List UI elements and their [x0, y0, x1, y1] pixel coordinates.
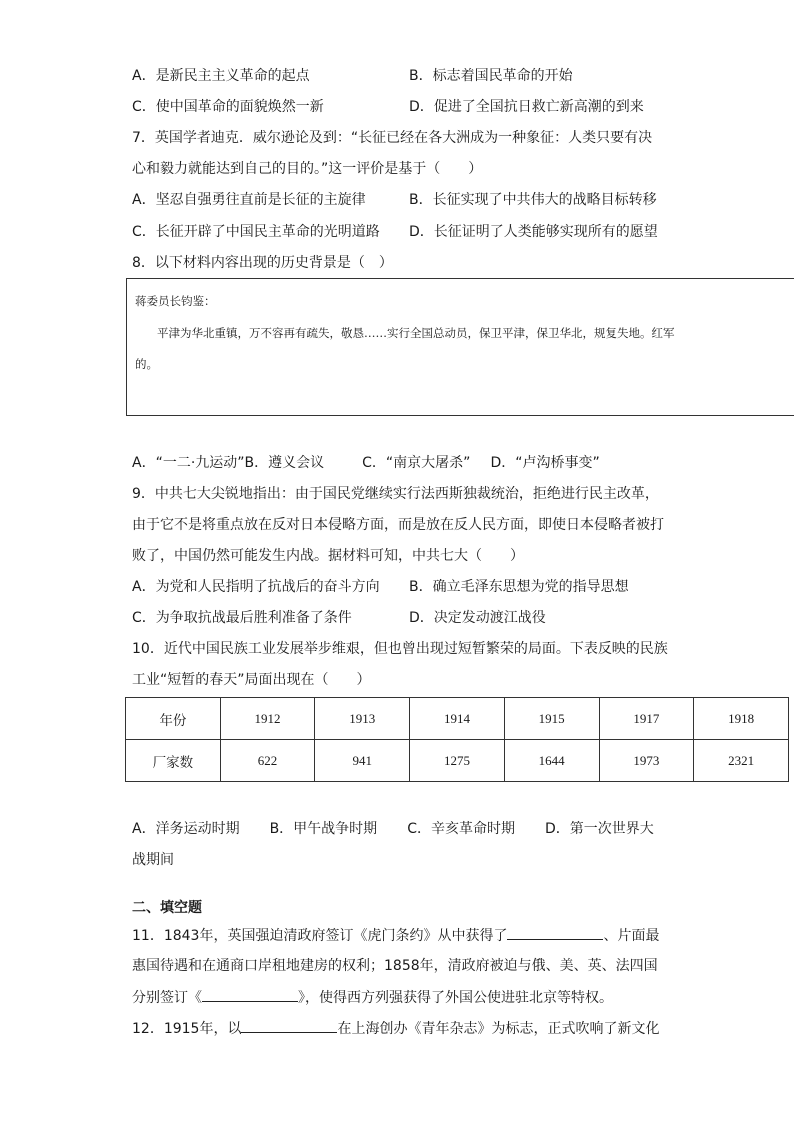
q7-stem-line1: 7．英国学者迪克．威尔逊论及到：“长征已经在各大洲成为一种象征：人类只要有决: [132, 130, 653, 146]
table-cell: 1913: [315, 698, 410, 740]
q11-text: 11．1843年，英国强迫清政府签订《虎门条约》从中获得了: [132, 928, 508, 944]
table-cell: 2321: [694, 740, 789, 782]
q12-text: 在上海创办《青年杂志》为标志，正式吹响了新文化: [337, 1021, 660, 1037]
table-row: [126, 740, 789, 782]
q6-option-d: D．促进了全国抗日救亡新高潮的到来: [409, 99, 644, 115]
q10-option-a: A．洋务运动时期: [132, 821, 240, 837]
q8-stem: 8．以下材料内容出现的历史背景是（ ）: [132, 255, 393, 271]
q10-option-d-continued: 战期间: [132, 852, 174, 868]
q8-option-b: B．遵义会议: [244, 455, 325, 471]
answer-blank[interactable]: [202, 987, 298, 1002]
q6-option-b: B．标志着国民革命的开始: [409, 68, 573, 84]
q10-options: [132, 819, 654, 839]
q7-option-c: C．长征开辟了中国民主革命的光明道路: [132, 224, 380, 240]
q9-stem-line2: 由于它不是将重点放在反对日本侵略方面，而是放在反人民方面，即使日本侵略者被打: [132, 517, 664, 533]
table-cell: 941: [315, 740, 410, 782]
q9-option-b: B．确立毛泽东思想为党的指导思想: [409, 579, 629, 595]
table-cell: 1973: [599, 740, 694, 782]
q9-option-a: A．为党和人民指明了抗战后的奋斗方向: [132, 579, 380, 595]
table-cell: 1275: [410, 740, 505, 782]
q8-option-d: D．“卢沟桥事变”: [490, 455, 600, 471]
q8-option-a: A．“一二·九运动”: [132, 455, 245, 471]
q10-option-d: D．第一次世界大: [544, 821, 654, 837]
q7-option-a: A．坚忍自强勇往直前是长征的主旋律: [132, 192, 366, 208]
q8-options: [132, 453, 600, 473]
answer-blank[interactable]: [241, 1018, 337, 1033]
q11-line2: 惠国待遇和在通商口岸租地建房的权利；1858年，清政府被迫与俄、美、英、法四国: [132, 958, 658, 974]
q9-option-c: C．为争取抗战最后胜利准备了条件: [132, 610, 352, 626]
q10-stem-line1: 10．近代中国民族工业发展举步维艰，但也曾出现过短暂繁荣的局面。下表反映的民族: [132, 641, 668, 657]
material-body: 平津为华北重镇，万不容再有疏失，敬恳……实行全国总动员，保卫平津，保卫华北，规复失地。红军: [157, 326, 675, 340]
table-cell: 1917: [599, 698, 694, 740]
q9-stem-line3: 败了，中国仍然可能发生内战。据材料可知，中共七大（ ）: [132, 548, 524, 564]
q9-option-d: D．决定发动渡江战役: [409, 610, 546, 626]
q12-text: 12．1915年，以: [132, 1021, 242, 1037]
q7-option-d: D．长征证明了人类能够实现所有的愿望: [409, 224, 658, 240]
q11-text: 、片面最: [603, 928, 660, 944]
q7-option-b: B．长征实现了中共伟大的战略目标转移: [409, 192, 657, 208]
q11-text: 》，使得西方列强获得了外国公使进驻北京等特权。: [298, 990, 613, 1006]
material-body-end: 的。: [135, 357, 158, 371]
q10-stem-line2: 工业“短暂的春天”局面出现在（ ）: [132, 672, 371, 688]
section-title: 二、填空题: [132, 900, 202, 916]
table-row: [126, 698, 789, 740]
table-cell: 1914: [410, 698, 505, 740]
table-cell: 1912: [220, 698, 315, 740]
q6-option-c: C．使中国革命的面貌焕然一新: [132, 99, 324, 115]
q11-line1: [132, 925, 659, 946]
q10-option-b: B．甲午战争时期: [269, 821, 378, 837]
q6-option-a: A．是新民主主义革命的起点: [132, 68, 310, 84]
q8-material-box: [126, 278, 794, 416]
answer-blank[interactable]: [507, 925, 603, 940]
factory-count-table: [125, 697, 789, 782]
q9-stem-line1: 9．中共七大尖锐地指出：由于国民党继续实行法西斯独裁统治，拒绝进行民主改革，: [132, 486, 659, 502]
q11-line3: [132, 987, 613, 1008]
table-cell: 1644: [504, 740, 599, 782]
table-cell: 1915: [504, 698, 599, 740]
q12-line1: [132, 1018, 659, 1039]
q11-text: 分别签订《: [132, 990, 202, 1006]
table-header-year: 年份: [126, 698, 221, 740]
table-cell: 1918: [694, 698, 789, 740]
table-header-count: 厂家数: [126, 740, 221, 782]
table-cell: 622: [220, 740, 315, 782]
q10-option-c: C．辛亥革命时期: [407, 821, 515, 837]
material-salutation: 蒋委员长钧鉴：: [135, 294, 216, 308]
q8-option-c: C．“南京大屠杀”: [362, 455, 471, 471]
q7-stem-line2: 心和毅力就能达到自己的目的。”这一评价是基于（ ）: [132, 161, 483, 177]
